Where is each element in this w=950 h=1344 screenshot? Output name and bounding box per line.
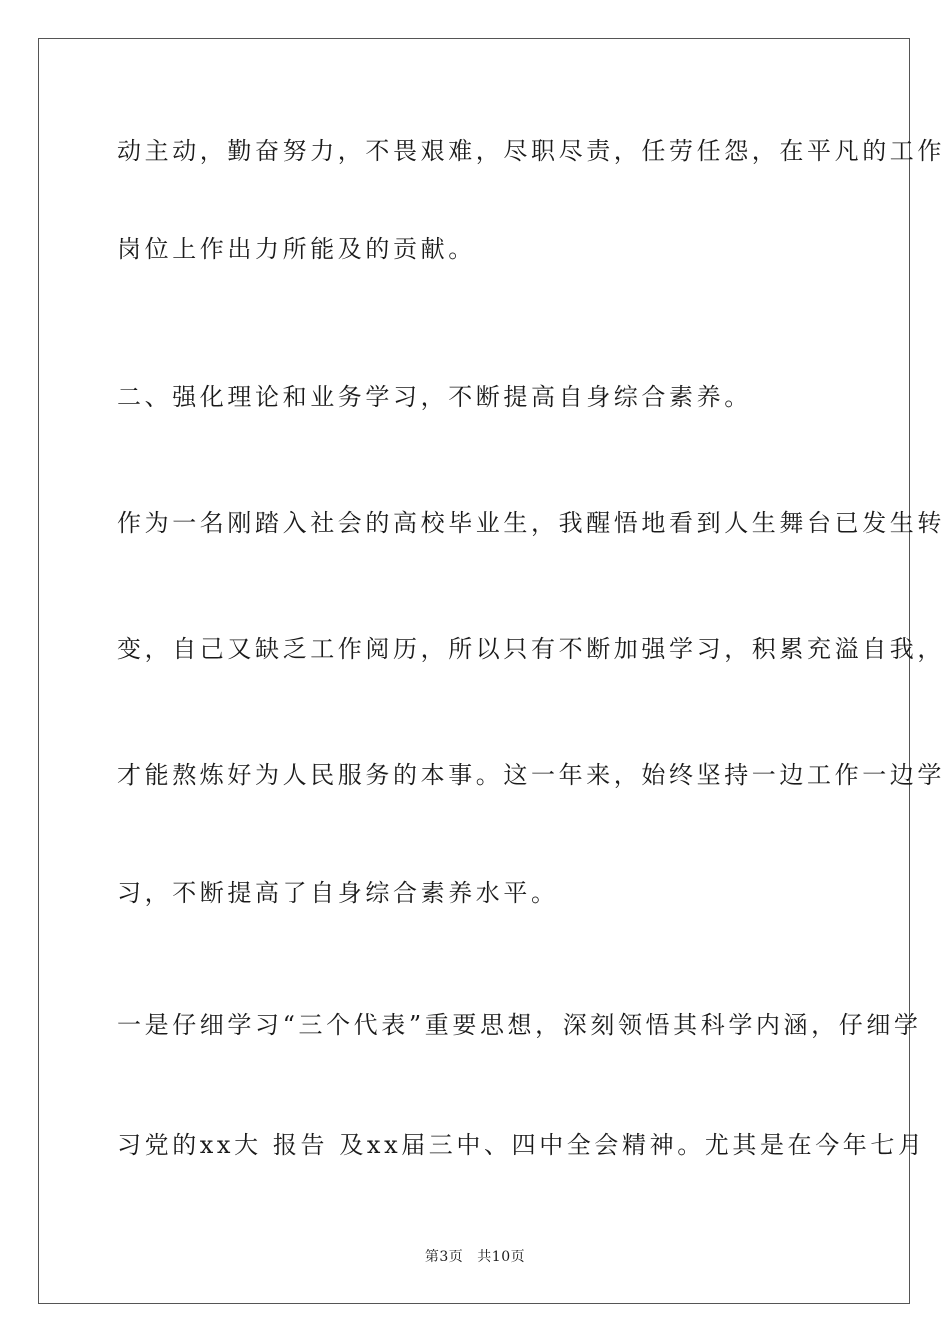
section-heading: 二、强化理论和业务学习，不断提高自身综合素养。 xyxy=(117,383,752,411)
page-number: 第3页 xyxy=(424,1249,464,1265)
paragraph-line: 习，不断提高了自身综合素养水平。 xyxy=(117,879,559,907)
page-border xyxy=(38,38,945,1304)
page-total: 共10页 xyxy=(477,1249,526,1265)
paragraph-line: 动主动，勤奋努力，不畏艰难，尽职尽责，任劳任怨，在平凡的工作 xyxy=(117,137,945,165)
paragraph-line: 才能熬炼好为人民服务的本事。这一年来，始终坚持一边工作一边学 xyxy=(117,761,945,789)
page-footer xyxy=(0,1248,950,1266)
paragraph-line: 变，自己又缺乏工作阅历，所以只有不断加强学习，积累充溢自我， xyxy=(117,635,945,663)
paragraph-line: 岗位上作出力所能及的贡献。 xyxy=(117,235,476,263)
paragraph-line: 作为一名刚踏入社会的高校毕业生，我醒悟地看到人生舞台已发生转 xyxy=(117,509,945,537)
paragraph-line: 一是仔细学习“三个代表”重要思想，深刻领悟其科学内涵，仔细学 xyxy=(117,1011,922,1039)
paragraph-line: 习党的xx大 报告 及xx届三中、四中全会精神。尤其是在今年七月 xyxy=(117,1131,926,1159)
